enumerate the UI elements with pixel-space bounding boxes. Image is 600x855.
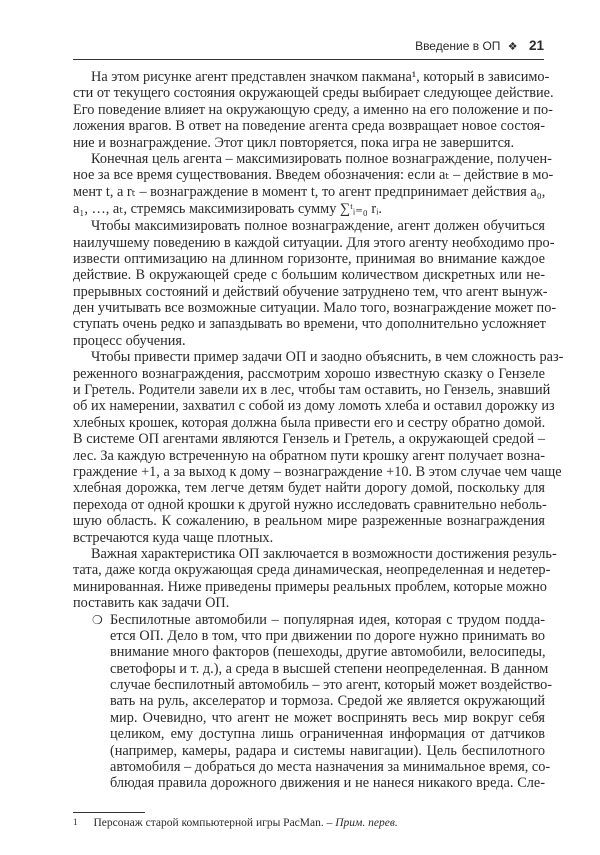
text-line: тата, даже когда окружающая среда динамическая, неопределенная и недетер-	[73, 562, 551, 579]
body-text	[73, 69, 564, 792]
text-line: Чтобы максимизировать полное вознаграждение, агент должен обучиться	[91, 218, 545, 235]
text-line: шую область. К сожалению, в реальном мире разреженные вознаграждения	[73, 513, 545, 530]
text-line: Его поведение влияет на окружающую среду, а именно на его положение и по-	[73, 101, 553, 118]
text-line: a₁, …, aₜ, стремясь максимизировать сумму ∑ᵗᵢ₌₀ rᵢ.	[73, 201, 382, 218]
bullet-item	[73, 611, 553, 792]
text-line: хлебная дорожка, тем легче детям будет найти дорогу домой, поскольку для	[73, 480, 545, 497]
text-line: минированная. Ниже приведены примеры реальных проблем, которые можно	[73, 578, 547, 595]
text-line: наилучшему поведению в каждой ситуации. Для этого агенту необходимо про-	[73, 234, 555, 251]
paragraph	[73, 349, 564, 546]
text-line: (например, камеры, радара и системы навигации). Цель беспилотного	[110, 742, 545, 759]
text-line: мент t, а rₜ – вознаграждение в момент t, то агент предпринимает действия a₀,	[73, 183, 546, 200]
paragraph	[73, 150, 554, 218]
text-line: Важная характеристика ОП заключается в возможности достижения резуль-	[91, 545, 557, 562]
text-line: Беспилотные автомобили – популярная идея, которая с трудом подда-	[110, 611, 545, 628]
text-line: сти от текущего состояния окружающей среды выбирает следующее действие.	[73, 85, 554, 102]
text-line: Чтобы привести пример задачи ОП и заодно объяснить, в чем сложность раз-	[91, 349, 564, 366]
text-line: процесс обучения.	[73, 332, 186, 349]
footnote-divider	[73, 812, 145, 813]
footnote-text: Персонаж старой компьютерной игры PacMan. –	[93, 817, 336, 829]
text-line: извести оптимизацию на длинном горизонте, принимая во внимание каждое	[73, 250, 545, 267]
page-number: 21	[528, 38, 544, 53]
text-line: вать на руль, акселератор и тормоза. Средой же является окружающий	[110, 693, 545, 710]
text-line: На этом рисунке агент представлен значком пакмана¹, который в зависимо-	[91, 69, 550, 85]
footnote-number: 1	[73, 817, 78, 827]
text-line: блюдая правила дорожного движения и не нанеся никакого вреда. Сле-	[110, 775, 545, 792]
text-line: автомобиля – добраться до места назначения за минимальное время, со-	[110, 759, 551, 776]
footnote-note: Прим. перев.	[335, 817, 398, 829]
paragraph	[73, 545, 557, 612]
running-header	[73, 38, 544, 60]
text-line: светофоры и т. д.), а среда в высшей степени неопределенная. В данном	[110, 660, 549, 677]
text-line: граждение +1, а за выход к дому – вознаграждение +10. В этом случае чем чаще	[73, 463, 562, 480]
text-line: ден учитывать все возможные ситуации. Мало того, вознаграждение может по-	[73, 300, 557, 317]
text-line: случае беспилотный автомобиль – это агент, который может воздейство-	[110, 677, 553, 694]
chapter-title: Введение в ОП	[415, 39, 501, 53]
text-line: ложения врагов. В ответ на поведение агента среда возвращает новое состоя-	[73, 118, 545, 135]
text-line: и Гретель. Родители завели их в лес, чтобы там оставить, но Гензель, знавший	[73, 382, 551, 399]
text-line: внимание много факторов (пешеходы, другие автомобили, велосипеды,	[110, 644, 546, 661]
paragraph	[73, 69, 554, 151]
text-line: целиком, ему доступна лишь ограниченная информация от датчиков	[110, 726, 545, 743]
text-line: прерывных состояний и действий обучение затруднено тем, что агент вынуж-	[73, 283, 548, 300]
text-line: В системе ОП агентами являются Гензель и Гретель, а окружающей средой –	[73, 431, 545, 448]
text-line: поставить как задачи ОП.	[73, 595, 230, 612]
text-line: ное за все время существования. Введем обозначения: если aₜ – действие в мо-	[73, 167, 554, 184]
text-line: Конечная цель агента – максимизировать полное вознаграждение, получен-	[91, 150, 552, 167]
text-line: хлебных крошек, которая должна была привести его и сестру обратно домой.	[73, 414, 546, 431]
text-line: действие. В окружающей среде с большим количеством дискретных или не-	[73, 267, 545, 284]
text-line: встречаются куда чаще плотных.	[73, 529, 274, 546]
paragraph	[73, 218, 557, 349]
text-line: мир. Очевидно, что агент не может воспринять весь мир вокруг себя	[110, 709, 545, 726]
text-line: ступать очень редко и запаздывать во времени, что дополнительно усложняет	[73, 316, 546, 333]
footnote	[73, 817, 398, 829]
ornament-icon: ❖	[507, 41, 518, 53]
text-line: об их намерении, захватил с собой из дому ломоть хлеба и оставил дорожку из	[73, 398, 555, 415]
text-line: перехода от одной крошки к другой нужно исследовать сравнительно неболь-	[73, 496, 547, 513]
text-line: реженного вознаграждения, рассмотрим хорошо известную сказку о Гензеле	[73, 365, 545, 382]
text-line: ние и вознаграждение. Этот цикл повторяется, пока игра не завершится.	[73, 134, 515, 151]
text-line: лес. За каждую встреченную на обратном пути крошку агент получает возна-	[73, 447, 546, 464]
text-line: ется ОП. Дело в том, что при движении по дороге нужно принимать во	[110, 627, 545, 644]
bullet-circle-icon: ❍	[92, 612, 103, 627]
